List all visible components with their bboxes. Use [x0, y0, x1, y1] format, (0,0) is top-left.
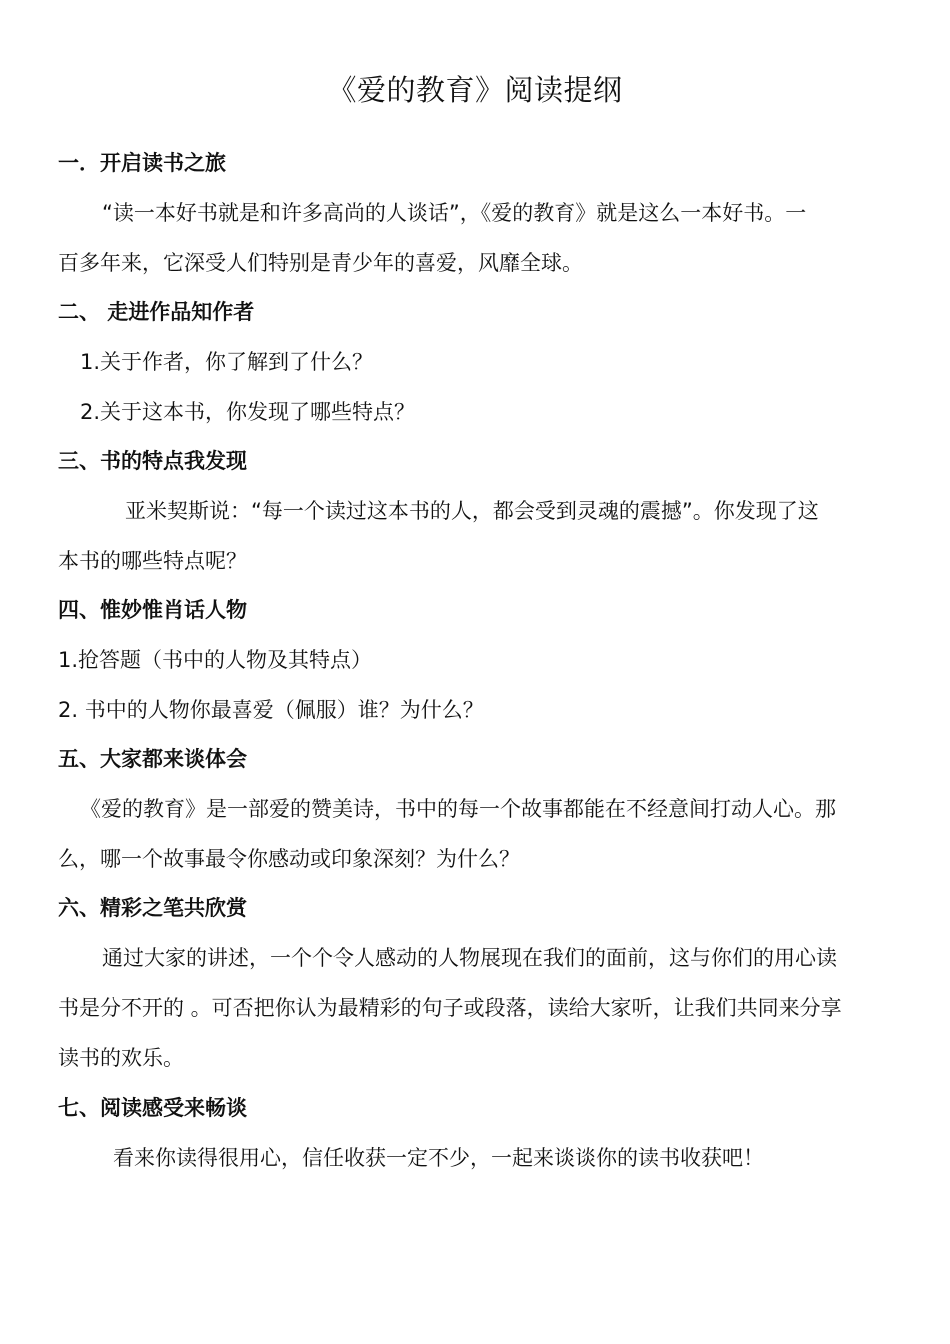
list-item: 2.关于这本书，你发现了哪些特点？ — [80, 400, 416, 424]
section-heading-2: 二、 走进作品知作者 — [58, 300, 255, 324]
section-heading-6: 六、精彩之笔共欣赏 — [58, 896, 247, 920]
list-item: 1.抢答题（书中的人物及其特点） — [58, 648, 373, 672]
section-heading-3: 三、书的特点我发现 — [58, 449, 247, 473]
document-title: 《爱的教育》阅读提纲 — [327, 73, 623, 107]
section-heading-7: 七、阅读感受来畅谈 — [58, 1096, 247, 1120]
paragraph-line: 读书的欢乐。 — [58, 1046, 184, 1070]
paragraph-line: 书是分不开的 。可否把你认为最精彩的句子或段落，读给大家听，让我们共同来分享 — [58, 996, 842, 1020]
list-item: 2. 书中的人物你最喜爱（佩服）谁？为什么？ — [58, 698, 484, 722]
paragraph-line: 么，哪一个故事最令你感动或印象深刻？为什么？ — [58, 847, 520, 871]
paragraph-line: 《爱的教育》是一部爱的赞美诗，书中的每一个故事都能在不经意间打动人心。那 — [80, 797, 836, 821]
paragraph-line: 亚米契斯说：“每一个读过这本书的人，都会受到灵魂的震撼”。你发现了这 — [125, 499, 819, 523]
paragraph-line: 百多年来，它深受人们特别是青少年的喜爱，风靡全球。 — [58, 251, 583, 275]
list-item: 1.关于作者，你了解到了什么？ — [80, 350, 374, 374]
paragraph-line: 通过大家的讲述，一个个令人感动的人物展现在我们的面前，这与你们的用心读 — [102, 946, 837, 970]
section-heading-4: 四、惟妙惟肖话人物 — [58, 598, 247, 622]
paragraph-line: “读一本好书就是和许多高尚的人谈话”，《爱的教育》就是这么一本好书。一 — [102, 201, 807, 225]
paragraph-line: 本书的哪些特点呢？ — [58, 549, 247, 573]
section-heading-1: 一．开启读书之旅 — [58, 151, 226, 175]
section-heading-5: 五、大家都来谈体会 — [58, 747, 247, 771]
paragraph-line: 看来你读得很用心，信任收获一定不少，一起来谈谈你的读书收获吧！ — [113, 1146, 764, 1170]
